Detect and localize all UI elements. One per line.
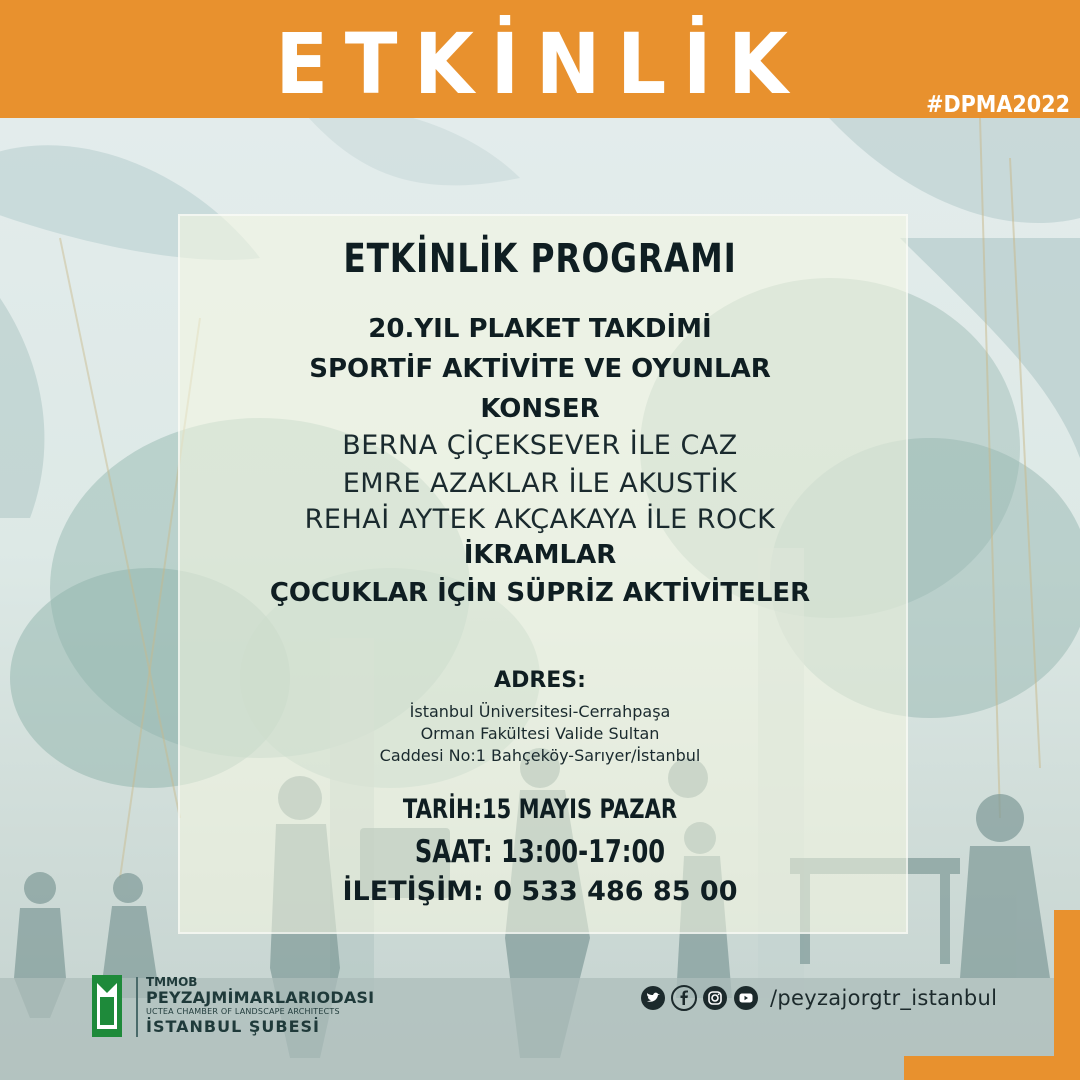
logo-line: PEYZAJMİMARLARIODASI: [146, 988, 375, 1007]
program-title: ETKİNLİK PROGRAMI: [343, 236, 737, 282]
corner-bracket: [904, 910, 1080, 1080]
contact-phone: İLETİŞİM: 0 533 486 85 00: [342, 876, 738, 907]
event-time: SAAT: 13:00-17:00: [414, 834, 666, 870]
program-item: BERNA ÇİÇEKSEVER İLE CAZ: [342, 430, 738, 461]
facebook-icon[interactable]: [671, 985, 697, 1011]
header-title: ETKİNLİK: [275, 15, 805, 113]
address-line: İstanbul Üniversitesi-Cerrahpaşa: [409, 702, 671, 721]
program-item: 20.YIL PLAKET TAKDİMİ: [368, 314, 712, 344]
logo-line: UCTEA CHAMBER OF LANDSCAPE ARCHITECTS: [146, 1007, 340, 1016]
logo-text: [146, 975, 374, 1037]
address-label: ADRES:: [494, 668, 586, 693]
address-line: Orman Fakültesi Valide Sultan: [420, 724, 660, 743]
program-item: REHAİ AYTEK AKÇAKAYA İLE ROCK: [304, 504, 776, 535]
instagram-icon[interactable]: [702, 985, 728, 1011]
social-handle[interactable]: /peyzajorgtr_istanbul: [770, 986, 998, 1010]
program-item: İKRAMLAR: [463, 540, 617, 570]
program-item: EMRE AZAKLAR İLE AKUSTİK: [342, 468, 738, 499]
twitter-icon[interactable]: [640, 985, 666, 1011]
youtube-icon[interactable]: [733, 985, 759, 1011]
program-item: ÇOCUKLAR İÇİN SÜPRİZ AKTİVİTELER: [269, 578, 811, 608]
logo-mark-icon: [92, 975, 122, 1037]
hashtag: #DPMA2022: [926, 92, 1070, 118]
logo-line: TMMOB: [146, 975, 198, 989]
event-date: TARİH:15 MAYIS PAZAR: [402, 794, 678, 825]
address-line: Caddesi No:1 Bahçeköy-Sarıyer/İstanbul: [379, 746, 701, 765]
logo-divider: [136, 977, 138, 1037]
program-item: KONSER: [480, 394, 600, 424]
program-item: SPORTİF AKTİVİTE VE OYUNLAR: [309, 354, 771, 384]
logo-line: İSTANBUL ŞUBESİ: [146, 1017, 320, 1036]
